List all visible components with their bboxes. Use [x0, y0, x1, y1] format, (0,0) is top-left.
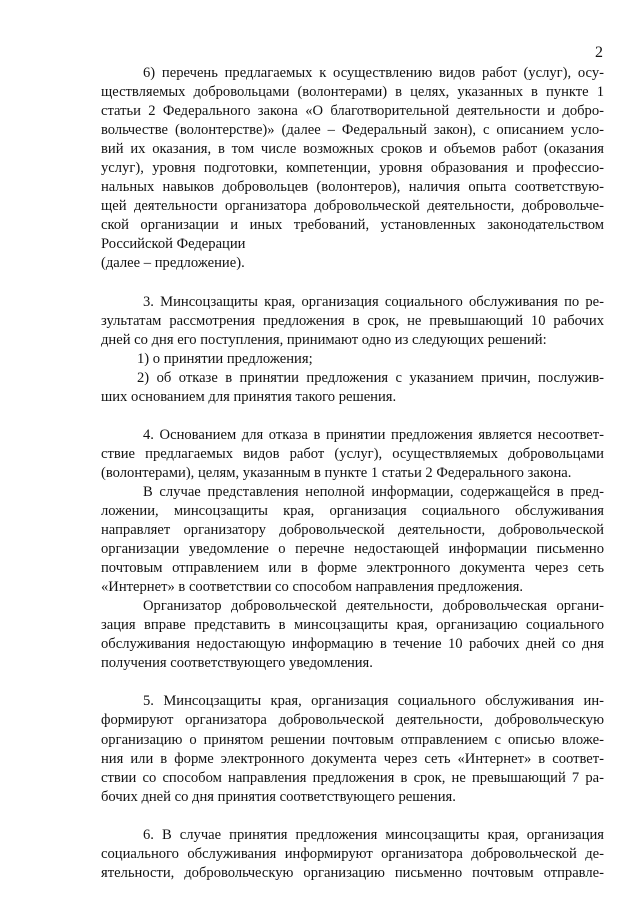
text-line: (волонтерами), целям, указанным в пункте 1 статьи 2 Федерального закона. [101, 464, 572, 481]
text-line: зультатам рассмотрения предложения в срок, не превышающий 10 рабочих [101, 312, 604, 329]
text-line: организации уведомление о перечне недостающей информации письменно [101, 541, 604, 558]
text-line: ятельности, добровольческую организацию письменно почтовым отправле- [101, 864, 604, 881]
text-line: 2) об отказе в принятии предложения с указанием причин, послужив- [137, 369, 604, 386]
document-body [101, 64, 604, 883]
paragraph-section-6 [101, 826, 604, 883]
text-line: обслуживания недостающую информацию в течение 10 рабочих дней со дня [101, 636, 604, 653]
text-line: 5. Минсоцзащиты края, организация социального обслуживания ин- [143, 693, 604, 710]
text-line: «Интернет» в соответствии со способом направления предложения. [101, 579, 524, 596]
text-line: дней со дня его поступления, принимают одно из следующих решений: [101, 331, 547, 348]
text-line: ской организации и иных требований, установленных законодательством [101, 217, 604, 234]
text-line: ствии со способом направления предложения в срок, не превышающий 7 ра- [101, 769, 604, 786]
text-line: вольчестве (волонтерстве)» (далее – Федеральный закон), с описанием усло- [101, 122, 604, 139]
text-line: ния или в форме электронного документа через сеть «Интернет» в соответ- [101, 750, 604, 767]
text-line: В случае представления неполной информации, содержащейся в пред- [143, 483, 604, 500]
paragraph-section-3 [101, 293, 604, 350]
paragraph-section-5 [101, 692, 604, 806]
text-line: нальных навыков добровольцев (волонтеров), наличия опыта соответствую- [101, 179, 604, 196]
text-line: 4. Основанием для отказа в принятии предложения является несоответ- [143, 426, 604, 443]
text-line: 6) перечень предлагаемых к осуществлению видов работ (услуг), осу- [143, 65, 604, 81]
paragraph-incomplete-info [101, 483, 604, 597]
text-line: 1) о принятии предложения; [137, 350, 313, 367]
text-line: ствие предлагаемых видов работ (услуг), осуществляемых добровольцами [101, 445, 604, 462]
text-line: бочих дней со дня принятия соответствующего решения. [101, 788, 456, 805]
paragraph-option-1 [101, 350, 604, 369]
text-line: ложении, минсоцзащиты края, организация социального обслуживания [101, 502, 604, 519]
text-line: зация вправе представить в минсоцзащиты края, организацию социального [101, 617, 604, 634]
text-line: социального обслуживания информируют организатора добровольческой де- [101, 845, 604, 862]
paragraph-item-6-list [101, 64, 604, 274]
text-line: ших основанием для принятия такого решения. [101, 388, 397, 405]
text-line: ществляемых добровольцами (волонтерами) в целях, указанных в пункте 1 [101, 84, 604, 101]
text-line: (далее – предложение). [101, 255, 245, 272]
paragraph-section-4 [101, 426, 604, 483]
text-line: щей деятельности организатора добровольческой деятельности, добровольче- [101, 198, 604, 215]
text-line: 6. В случае принятия предложения минсоцзащиты края, организация [143, 826, 604, 843]
text-line: получения соответствующего уведомления. [101, 655, 373, 672]
text-line: организацию о принятом решении почтовым отправлением с описью вложе- [101, 731, 604, 748]
text-line: услуг), уровня подготовки, компетенции, уровня образования и профессио- [101, 160, 604, 177]
paragraph-option-2 [101, 369, 604, 407]
text-line: вий их оказания, в том числе возможных сроков и объемов работ (оказания [101, 141, 604, 158]
text-line: формируют организатора добровольческой деятельности, добровольческую [101, 712, 604, 729]
text-line: статьи 2 Федерального закона «О благотворительной деятельности и добро- [101, 103, 604, 120]
text-line: Организатор добровольческой деятельности, добровольческая органи- [143, 598, 604, 615]
text-line: 3. Минсоцзащиты края, организация социального обслуживания по ре- [143, 293, 604, 310]
paragraph-organizer-right [101, 597, 604, 673]
text-line: почтовым отправлением или в форме электронного документа через сеть [101, 560, 604, 577]
page-number: 2 [595, 44, 603, 61]
text-line: Российской Федерации [101, 236, 246, 253]
text-line: направляет организатору добровольческой деятельности, добровольческой [101, 522, 604, 539]
